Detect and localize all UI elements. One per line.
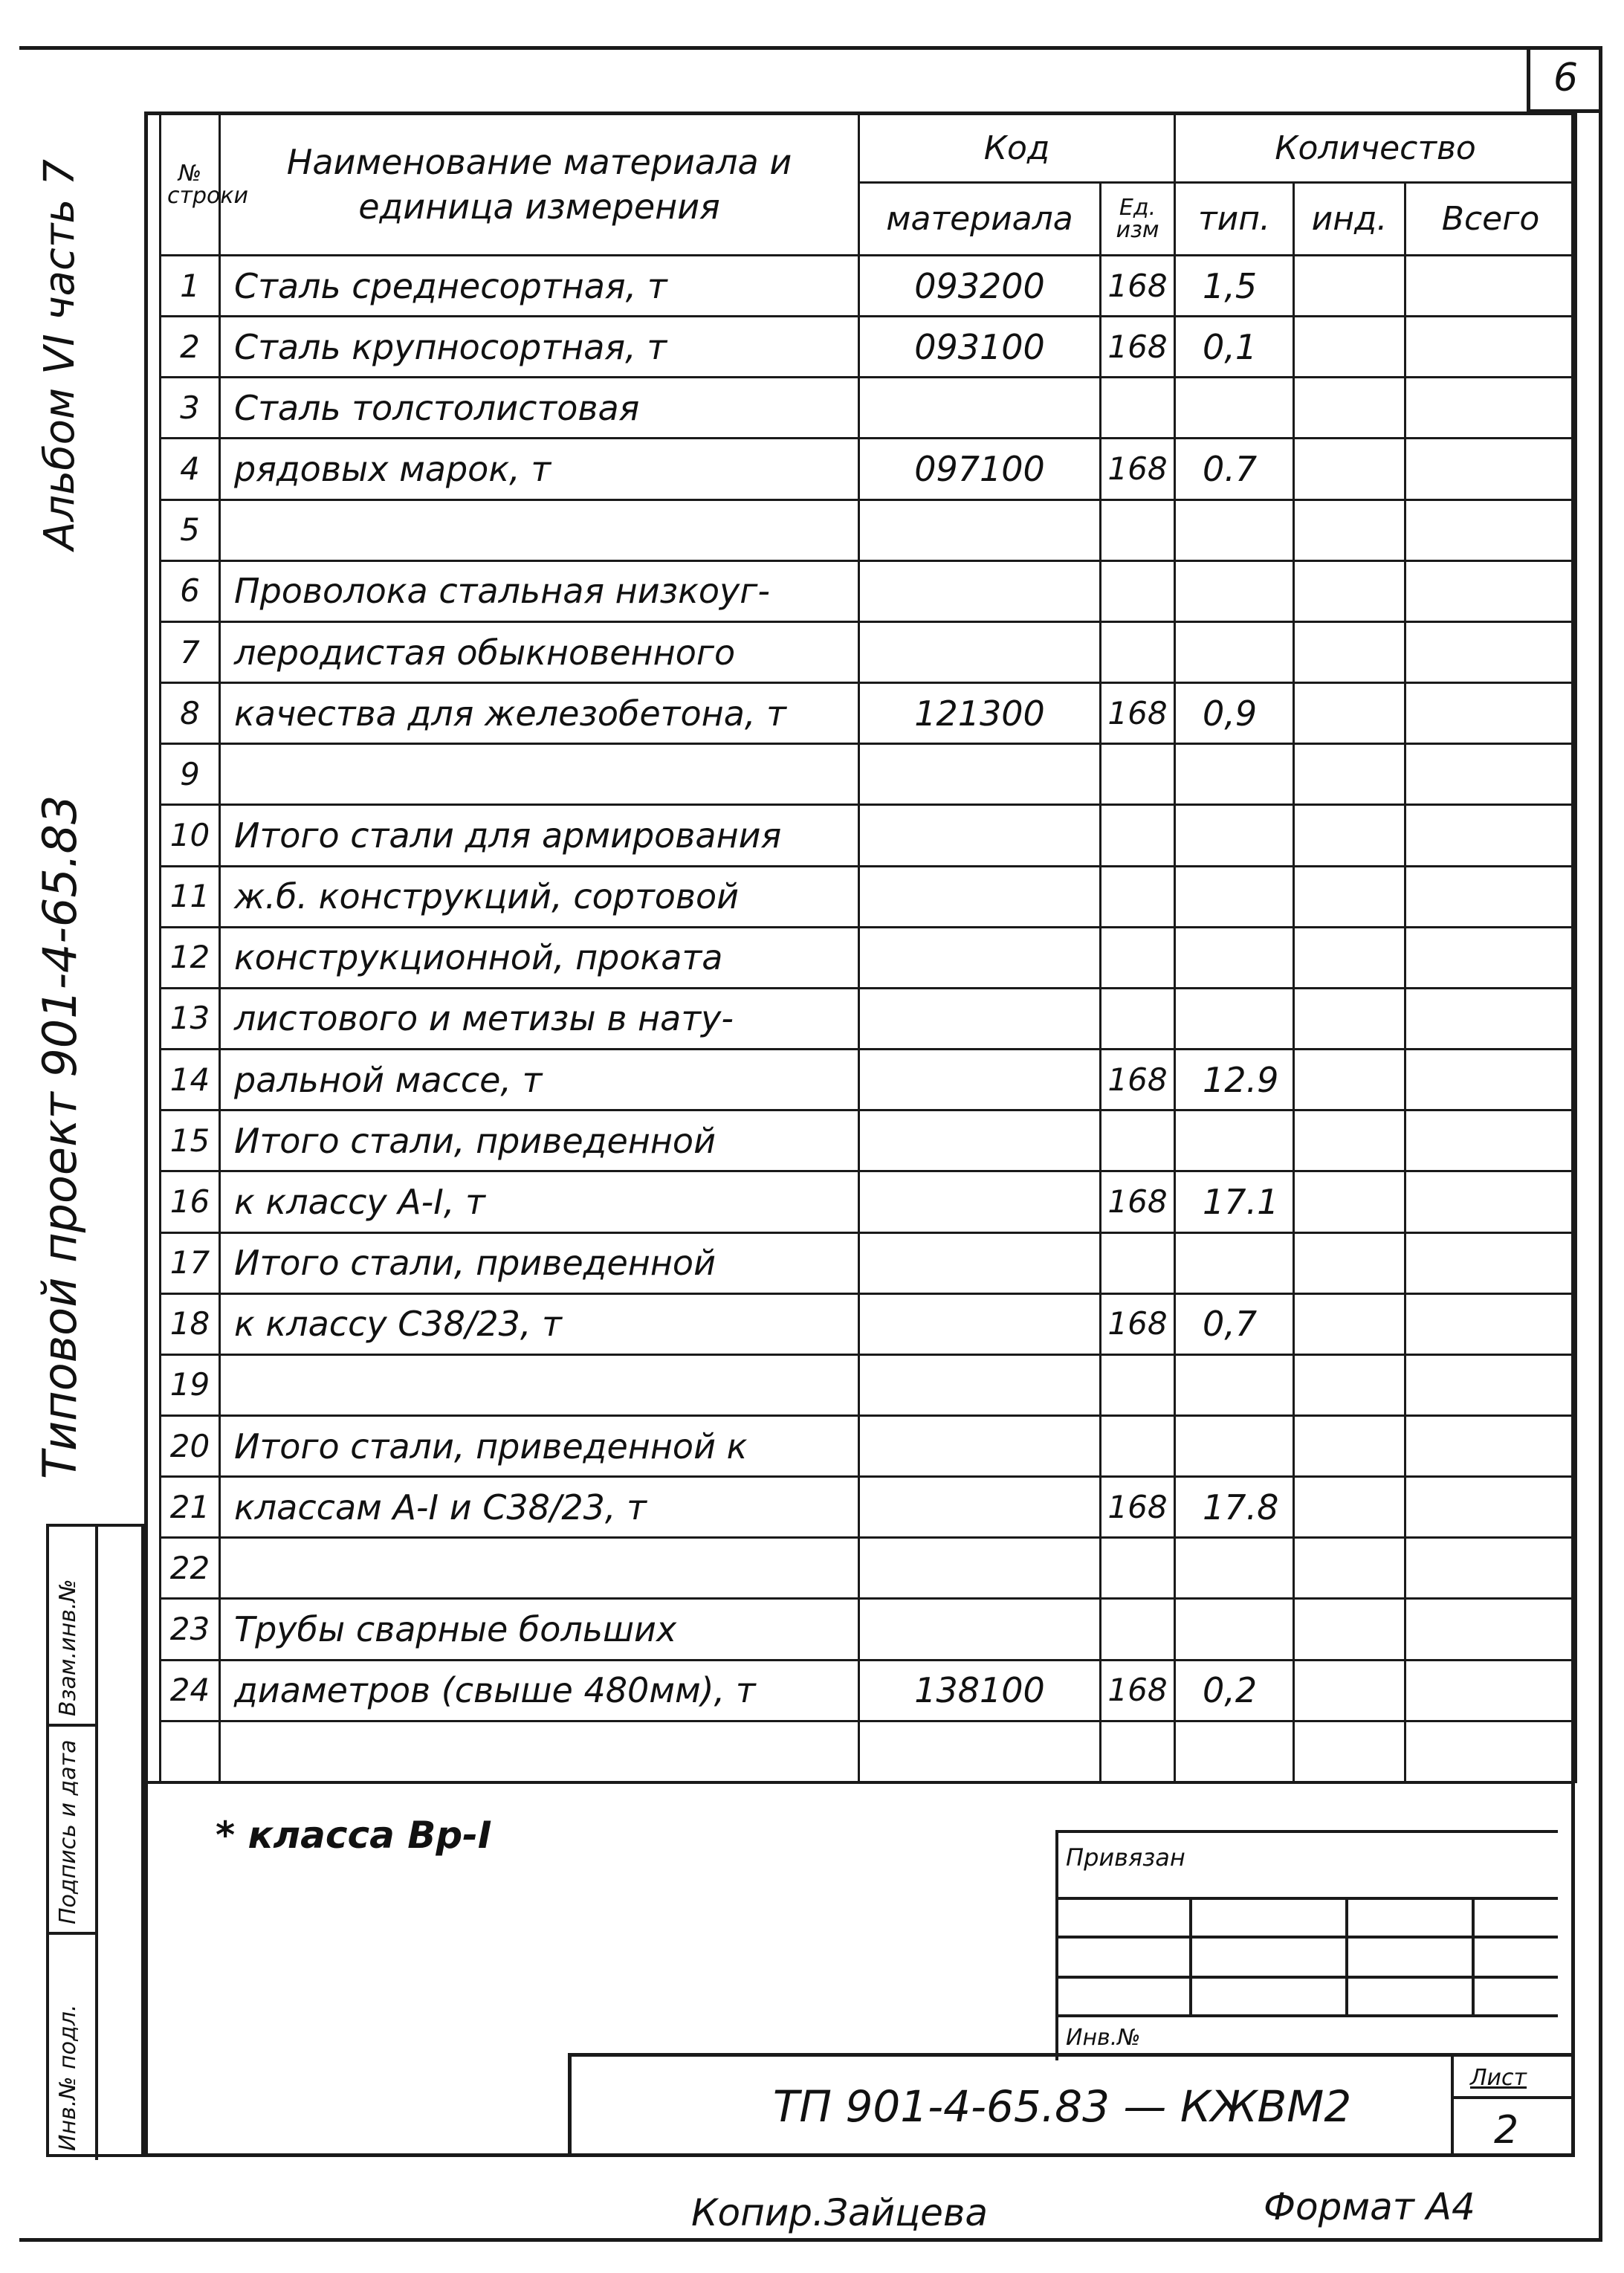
table-row <box>161 1354 1576 1415</box>
material-code <box>859 378 1101 439</box>
qty-total <box>1405 683 1576 744</box>
table-row <box>161 1171 1576 1232</box>
material-code <box>859 1721 1101 1782</box>
table-row <box>161 1721 1576 1782</box>
qty-typ: 0.7 <box>1175 439 1294 499</box>
material-name: Сталь толстолистовая <box>220 378 859 439</box>
table-row <box>161 1538 1576 1599</box>
sheet-label: Лист <box>1470 2065 1527 2091</box>
material-name: Итого стали, приведенной к <box>220 1415 859 1476</box>
material-name <box>220 744 859 805</box>
qty-ind <box>1294 256 1405 317</box>
material-name: к классу А-I, т <box>220 1171 859 1232</box>
material-name <box>220 499 859 560</box>
table-row <box>161 927 1576 988</box>
qty-total <box>1405 988 1576 1049</box>
row-number: 13 <box>161 988 220 1049</box>
qty-total <box>1405 317 1576 378</box>
copied-by: Копир.Зайцева <box>691 2191 988 2234</box>
qty-ind <box>1294 1415 1405 1476</box>
qty-total <box>1405 1538 1576 1599</box>
qty-typ: 0,2 <box>1175 1660 1294 1721</box>
qty-typ: 0,7 <box>1175 1293 1294 1354</box>
qty-ind <box>1294 317 1405 378</box>
qty-ind <box>1294 1293 1405 1354</box>
material-code <box>859 1171 1101 1232</box>
unit-code <box>1101 1599 1175 1660</box>
material-name <box>220 1538 859 1599</box>
table-row <box>161 378 1576 439</box>
material-name: Проволока стальная низкоуг- <box>220 560 859 621</box>
table-row <box>161 1477 1576 1538</box>
material-code <box>859 927 1101 988</box>
qty-ind <box>1294 988 1405 1049</box>
qty-ind <box>1294 1721 1405 1782</box>
row-number: 5 <box>161 499 220 560</box>
qty-typ <box>1175 621 1294 682</box>
row-number: 16 <box>161 1171 220 1232</box>
table-row <box>161 560 1576 621</box>
material-name <box>220 1721 859 1782</box>
qty-typ <box>1175 1599 1294 1660</box>
material-name: конструкционной, проката <box>220 927 859 988</box>
material-name: леродистая обыкновенного <box>220 621 859 682</box>
table-row <box>161 805 1576 866</box>
qty-total <box>1405 1293 1576 1354</box>
qty-ind <box>1294 683 1405 744</box>
material-code: 093100 <box>859 317 1101 378</box>
project-title: Типовой проект 901-4-65.83 <box>33 795 87 1479</box>
material-name: классам А-I и С38/23, т <box>220 1477 859 1538</box>
qty-typ: 1,5 <box>1175 256 1294 317</box>
material-name <box>220 1354 859 1415</box>
margin-cell-inv: Инв.№ подл. <box>55 2004 81 2151</box>
specification-table <box>159 113 1577 1783</box>
unit-code: 168 <box>1101 317 1175 378</box>
header-code-unit: Ед. изм <box>1101 183 1175 256</box>
qty-ind <box>1294 1538 1405 1599</box>
qty-typ <box>1175 1354 1294 1415</box>
qty-ind <box>1294 927 1405 988</box>
material-code: 121300 <box>859 683 1101 744</box>
qty-typ <box>1175 866 1294 927</box>
material-code <box>859 866 1101 927</box>
qty-total <box>1405 439 1576 499</box>
unit-code: 168 <box>1101 683 1175 744</box>
table-row <box>161 1415 1576 1476</box>
unit-code <box>1101 1538 1175 1599</box>
row-number: 17 <box>161 1232 220 1293</box>
qty-ind <box>1294 1171 1405 1232</box>
table-row <box>161 1232 1576 1293</box>
table-row <box>161 1050 1576 1110</box>
row-number: 23 <box>161 1599 220 1660</box>
qty-ind <box>1294 1050 1405 1110</box>
qty-ind <box>1294 1599 1405 1660</box>
header-qty-ind: инд. <box>1294 183 1405 256</box>
row-number: 1 <box>161 256 220 317</box>
material-code <box>859 1354 1101 1415</box>
table-row <box>161 866 1576 927</box>
unit-code: 168 <box>1101 1171 1175 1232</box>
table-row <box>161 1660 1576 1721</box>
qty-total <box>1405 866 1576 927</box>
material-code: 097100 <box>859 439 1101 499</box>
material-code: 138100 <box>859 1660 1101 1721</box>
qty-ind <box>1294 866 1405 927</box>
qty-total <box>1405 927 1576 988</box>
row-number: 24 <box>161 1660 220 1721</box>
material-name: листового и метизы в нату- <box>220 988 859 1049</box>
unit-code <box>1101 988 1175 1049</box>
table-row <box>161 988 1576 1049</box>
material-code <box>859 499 1101 560</box>
qty-total <box>1405 560 1576 621</box>
margin-cell-sign: Подпись и дата <box>55 1739 81 1924</box>
row-number: 4 <box>161 439 220 499</box>
qty-total <box>1405 1171 1576 1232</box>
unit-code <box>1101 499 1175 560</box>
row-number: 2 <box>161 317 220 378</box>
row-number: 9 <box>161 744 220 805</box>
unit-code: 168 <box>1101 1660 1175 1721</box>
qty-typ: 0,9 <box>1175 683 1294 744</box>
unit-code: 168 <box>1101 1050 1175 1110</box>
qty-ind <box>1294 621 1405 682</box>
qty-ind <box>1294 499 1405 560</box>
unit-code <box>1101 378 1175 439</box>
document-code: ТП 901-4-65.83 — КЖВМ2 <box>773 2081 1352 2132</box>
row-number: 8 <box>161 683 220 744</box>
table-row <box>161 499 1576 560</box>
material-name: диаметров (свыше 480мм), т <box>220 1660 859 1721</box>
qty-typ <box>1175 927 1294 988</box>
qty-total <box>1405 1050 1576 1110</box>
header-code-material: материала <box>859 183 1101 256</box>
qty-typ <box>1175 378 1294 439</box>
qty-ind <box>1294 1232 1405 1293</box>
margin-stamp <box>46 1524 144 2157</box>
qty-total <box>1405 1599 1576 1660</box>
qty-typ <box>1175 1538 1294 1599</box>
qty-typ: 0,1 <box>1175 317 1294 378</box>
row-number: 22 <box>161 1538 220 1599</box>
qty-total <box>1405 1354 1576 1415</box>
margin-cell-replace: Взам.инв.№ <box>55 1579 81 1716</box>
qty-typ <box>1175 988 1294 1049</box>
table-row <box>161 1293 1576 1354</box>
qty-ind <box>1294 439 1405 499</box>
qty-total <box>1405 1232 1576 1293</box>
table-row <box>161 744 1576 805</box>
qty-total <box>1405 1477 1576 1538</box>
header-row-number: № строки <box>161 114 220 256</box>
unit-code <box>1101 805 1175 866</box>
sheet-number: 2 <box>1494 2108 1519 2153</box>
row-number: 19 <box>161 1354 220 1415</box>
unit-code <box>1101 744 1175 805</box>
qty-ind <box>1294 1110 1405 1171</box>
unit-code: 168 <box>1101 439 1175 499</box>
material-name: Трубы сварные больших <box>220 1599 859 1660</box>
unit-code <box>1101 1110 1175 1171</box>
header-name: Наименование материала и единица измерения <box>220 114 859 256</box>
material-code: 093200 <box>859 256 1101 317</box>
material-name: качества для железобетона, т <box>220 683 859 744</box>
unit-code: 168 <box>1101 256 1175 317</box>
material-name: Сталь крупносортная, т <box>220 317 859 378</box>
material-code <box>859 1477 1101 1538</box>
row-number: 3 <box>161 378 220 439</box>
qty-ind <box>1294 378 1405 439</box>
table-row <box>161 317 1576 378</box>
unit-code <box>1101 866 1175 927</box>
album-title: Альбом VI часть 7 <box>36 159 84 550</box>
stamp-inv-label: Инв.№ <box>1066 2025 1141 2051</box>
row-number: 14 <box>161 1050 220 1110</box>
unit-code <box>1101 1232 1175 1293</box>
material-name: к классу С38/23, т <box>220 1293 859 1354</box>
qty-typ: 17.8 <box>1175 1477 1294 1538</box>
qty-ind <box>1294 1477 1405 1538</box>
material-code <box>859 621 1101 682</box>
qty-ind <box>1294 560 1405 621</box>
qty-ind <box>1294 1354 1405 1415</box>
material-name: Итого стали, приведенной <box>220 1232 859 1293</box>
qty-ind <box>1294 744 1405 805</box>
material-name: Сталь среднесортная, т <box>220 256 859 317</box>
qty-typ <box>1175 499 1294 560</box>
unit-code: 168 <box>1101 1477 1175 1538</box>
table-row <box>161 1599 1576 1660</box>
table-row <box>161 621 1576 682</box>
material-code <box>859 1415 1101 1476</box>
material-code <box>859 744 1101 805</box>
material-name: Итого стали для армирования <box>220 805 859 866</box>
qty-typ <box>1175 560 1294 621</box>
material-code <box>859 1293 1101 1354</box>
row-number <box>161 1721 220 1782</box>
material-code <box>859 988 1101 1049</box>
qty-total <box>1405 1660 1576 1721</box>
row-number: 6 <box>161 560 220 621</box>
material-code <box>859 1599 1101 1660</box>
page-format: Формат А4 <box>1264 2185 1475 2228</box>
row-number: 11 <box>161 866 220 927</box>
unit-code <box>1101 560 1175 621</box>
qty-total <box>1405 499 1576 560</box>
table-row <box>161 256 1576 317</box>
material-code <box>859 1110 1101 1171</box>
material-code <box>859 1050 1101 1110</box>
table-row <box>161 1110 1576 1171</box>
qty-typ <box>1175 805 1294 866</box>
qty-typ <box>1175 1232 1294 1293</box>
row-number: 7 <box>161 621 220 682</box>
unit-code <box>1101 1721 1175 1782</box>
qty-total <box>1405 1415 1576 1476</box>
stamp-bound-label: Привязан <box>1066 1843 1185 1872</box>
qty-typ <box>1175 1110 1294 1171</box>
qty-total <box>1405 805 1576 866</box>
qty-total <box>1405 621 1576 682</box>
header-qty-total: Всего <box>1405 183 1576 256</box>
qty-typ <box>1175 1415 1294 1476</box>
header-quantity: Количество <box>1175 114 1576 183</box>
row-number: 12 <box>161 927 220 988</box>
qty-typ <box>1175 1721 1294 1782</box>
row-number: 10 <box>161 805 220 866</box>
material-code <box>859 560 1101 621</box>
table-row <box>161 683 1576 744</box>
material-code <box>859 805 1101 866</box>
unit-code <box>1101 621 1175 682</box>
qty-typ: 17.1 <box>1175 1171 1294 1232</box>
unit-code <box>1101 1354 1175 1415</box>
qty-total <box>1405 1721 1576 1782</box>
material-name: Итого стали, приведенной <box>220 1110 859 1171</box>
table-row <box>161 439 1576 499</box>
header-code: Код <box>859 114 1175 183</box>
qty-typ <box>1175 744 1294 805</box>
row-number: 15 <box>161 1110 220 1171</box>
material-code <box>859 1538 1101 1599</box>
qty-ind <box>1294 805 1405 866</box>
row-number: 18 <box>161 1293 220 1354</box>
material-name: ральной массе, т <box>220 1050 859 1110</box>
material-name: рядовых марок, т <box>220 439 859 499</box>
unit-code: 168 <box>1101 1293 1175 1354</box>
footnote: * класса Вр-I <box>216 1814 492 1857</box>
sheet-corner-number: 6 <box>1527 46 1601 113</box>
header-row-1 <box>161 114 1576 183</box>
qty-total <box>1405 1110 1576 1171</box>
qty-total <box>1405 744 1576 805</box>
unit-code <box>1101 1415 1175 1476</box>
header-qty-typ: тип. <box>1175 183 1294 256</box>
material-code <box>859 1232 1101 1293</box>
qty-ind <box>1294 1660 1405 1721</box>
qty-total <box>1405 378 1576 439</box>
unit-code <box>1101 927 1175 988</box>
row-number: 20 <box>161 1415 220 1476</box>
qty-typ: 12.9 <box>1175 1050 1294 1110</box>
qty-total <box>1405 256 1576 317</box>
material-name: ж.б. конструкций, сортовой <box>220 866 859 927</box>
row-number: 21 <box>161 1477 220 1538</box>
